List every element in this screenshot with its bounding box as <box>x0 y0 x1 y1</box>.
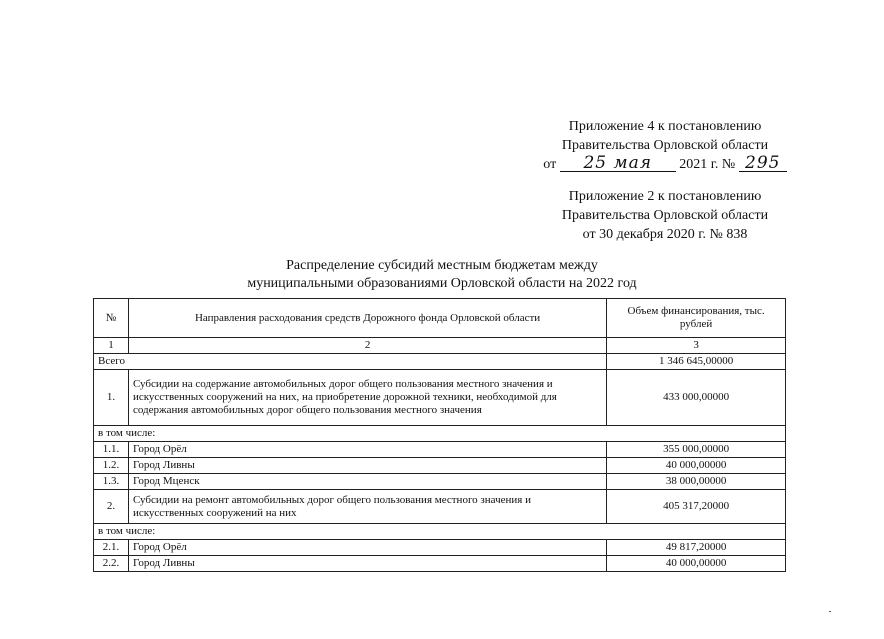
index-col-1: 1 <box>94 338 129 354</box>
row-value: 40 000,00000 <box>607 556 786 572</box>
index-col-2: 2 <box>128 338 606 354</box>
appendix-2-header <box>540 187 790 244</box>
row-num: 2.2. <box>94 556 129 572</box>
including-row <box>94 426 786 442</box>
section-num: 1. <box>94 370 129 426</box>
section-value: 433 000,00000 <box>607 370 786 426</box>
row-name: Город Орёл <box>128 540 606 556</box>
section-name: Субсидии на ремонт автомобильных дорог общего пользования местного значения и искусственных сооружений на них <box>128 490 606 524</box>
row-value: 38 000,00000 <box>607 474 786 490</box>
section-row <box>94 370 786 426</box>
section-row <box>94 490 786 524</box>
table-header-row <box>94 299 786 338</box>
row-name: Город Ливны <box>128 458 606 474</box>
appendix-4-header <box>540 117 790 174</box>
header-name: Направления расходования средств Дорожного фонда Орловской области <box>128 299 606 338</box>
appendix-2-line1: Приложение 2 к постановлению <box>568 189 762 204</box>
table-row <box>94 556 786 572</box>
table-row <box>94 442 786 458</box>
row-num: 1.2. <box>94 458 129 474</box>
row-name: Город Орёл <box>128 442 606 458</box>
handwritten-number: 295 <box>739 155 787 172</box>
handwritten-date: 25 мая <box>560 155 676 172</box>
table-row <box>94 540 786 556</box>
date-prefix: от <box>543 157 557 172</box>
row-num: 1.3. <box>94 474 129 490</box>
including-row <box>94 524 786 540</box>
including-label: в том числе: <box>94 524 786 540</box>
appendix-2-line2: Правительства Орловской области <box>561 208 769 223</box>
appendix-4-date-line <box>540 155 790 174</box>
document-title <box>200 257 684 293</box>
row-num: 2.1. <box>94 540 129 556</box>
section-value: 405 317,20000 <box>607 490 786 524</box>
row-value: 355 000,00000 <box>607 442 786 458</box>
header-value: Объем финансирования, тыс. рублей <box>607 299 786 338</box>
row-value: 40 000,00000 <box>607 458 786 474</box>
header-num: № <box>94 299 129 338</box>
table-index-row <box>94 338 786 354</box>
appendix-4-line1: Приложение 4 к постановлению <box>568 119 762 134</box>
row-name: Город Ливны <box>128 556 606 572</box>
year-text: 2021 г. № <box>679 157 736 172</box>
section-name: Субсидии на содержание автомобильных дорог общего пользования местного значения и искусственных сооружений на них, на приобретение дорожной техники, необходимой для содержания автомобильных дорог общего пользования местного значения <box>128 370 606 426</box>
title-line2: муниципальными образованиями Орловской области на 2022 год <box>247 276 637 291</box>
scan-speck <box>829 611 831 612</box>
table-row <box>94 474 786 490</box>
appendix-4-line2: Правительства Орловской области <box>561 138 769 153</box>
appendix-2-line3: от 30 декабря 2020 г. № 838 <box>582 227 748 242</box>
row-value: 49 817,20000 <box>607 540 786 556</box>
subsidy-table <box>93 298 786 572</box>
row-name: Город Мценск <box>128 474 606 490</box>
total-label: Всего <box>94 354 607 370</box>
section-num: 2. <box>94 490 129 524</box>
table-row <box>94 458 786 474</box>
including-label: в том числе: <box>94 426 786 442</box>
title-line1: Распределение субсидий местным бюджетам между <box>286 258 598 273</box>
index-col-3: 3 <box>607 338 786 354</box>
total-value: 1 346 645,00000 <box>607 354 786 370</box>
row-num: 1.1. <box>94 442 129 458</box>
total-row <box>94 354 786 370</box>
